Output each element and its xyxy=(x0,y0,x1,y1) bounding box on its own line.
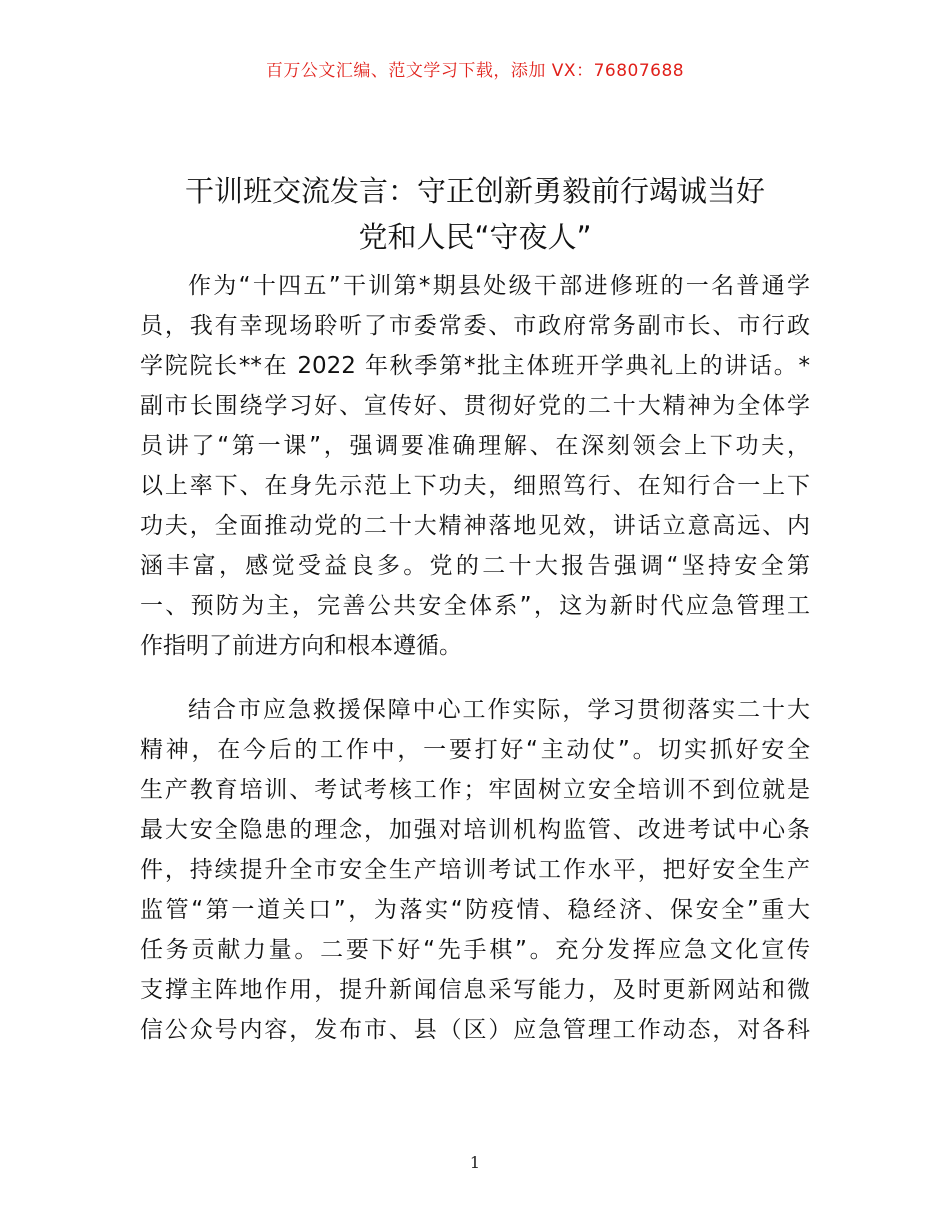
text-line: 员讲了“第一课”，强调要准确理解、在深刻领会上下功夫， xyxy=(140,433,810,459)
text-line: 任务贡献力量。二要下好“先手棋”。充分发挥应急文化宣传 xyxy=(140,937,810,963)
text-line: 一、预防为主，完善公共安全体系”，这为新时代应急管理工 xyxy=(140,593,810,619)
text-line: 精神，在今后的工作中，一要打好“主动仗”。切实抓好安全 xyxy=(140,737,810,763)
text-line: 作指明了前进方向和根本遵循。 xyxy=(140,633,462,659)
text-line: 结合市应急救援保障中心工作实际，学习贯彻落实二十大 xyxy=(188,697,810,723)
text-line: 支撑主阵地作用，提升新闻信息采写能力，及时更新网站和微 xyxy=(140,977,810,1003)
text-line: 作为“十四五”干训第*期县处级干部进修班的一名普通学 xyxy=(188,273,810,299)
text-line: 最大安全隐患的理念，加强对培训机构监管、改进考试中心条 xyxy=(140,817,810,843)
text-line: 件，持续提升全市安全生产培训考试工作水平，把好安全生产 xyxy=(140,857,810,883)
page-number: 1 xyxy=(469,1153,481,1172)
text-line: 监管“第一道关口”，为落实“防疫情、稳经济、保安全”重大 xyxy=(140,897,810,923)
text-line: 以上率下、在身先示范上下功夫，细照笃行、在知行合一上下 xyxy=(140,473,810,499)
title-line: 党和人民“守夜人” xyxy=(358,220,592,254)
paragraph-1 xyxy=(140,266,810,666)
paragraph-2 xyxy=(140,690,810,1050)
text-line: 信公众号内容，发布市、县（区）应急管理工作动态，对各科 xyxy=(140,1017,810,1043)
text-line: 生产教育培训、考试考核工作；牢固树立安全培训不到位就是 xyxy=(140,777,810,803)
text-line: 功夫，全面推动党的二十大精神落地见效，讲话立意高远、内 xyxy=(140,513,810,539)
document-title xyxy=(140,168,810,260)
title-line: 干训班交流发言：守正创新勇毅前行竭诚当好 xyxy=(184,174,765,208)
header-note: 百万公文汇编、范文学习下载，添加 VX：76807688 xyxy=(265,61,685,81)
text-line: 学院院长**在 2022 年秋季第*批主体班开学典礼上的讲话。* xyxy=(140,353,810,379)
text-line: 员，我有幸现场聆听了市委常委、市政府常务副市长、市行政 xyxy=(140,313,810,339)
document-body xyxy=(140,266,810,1050)
text-line: 副市长围绕学习好、宣传好、贯彻好党的二十大精神为全体学 xyxy=(140,393,810,419)
text-line: 涵丰富，感觉受益良多。党的二十大报告强调“坚持安全第 xyxy=(140,553,810,579)
